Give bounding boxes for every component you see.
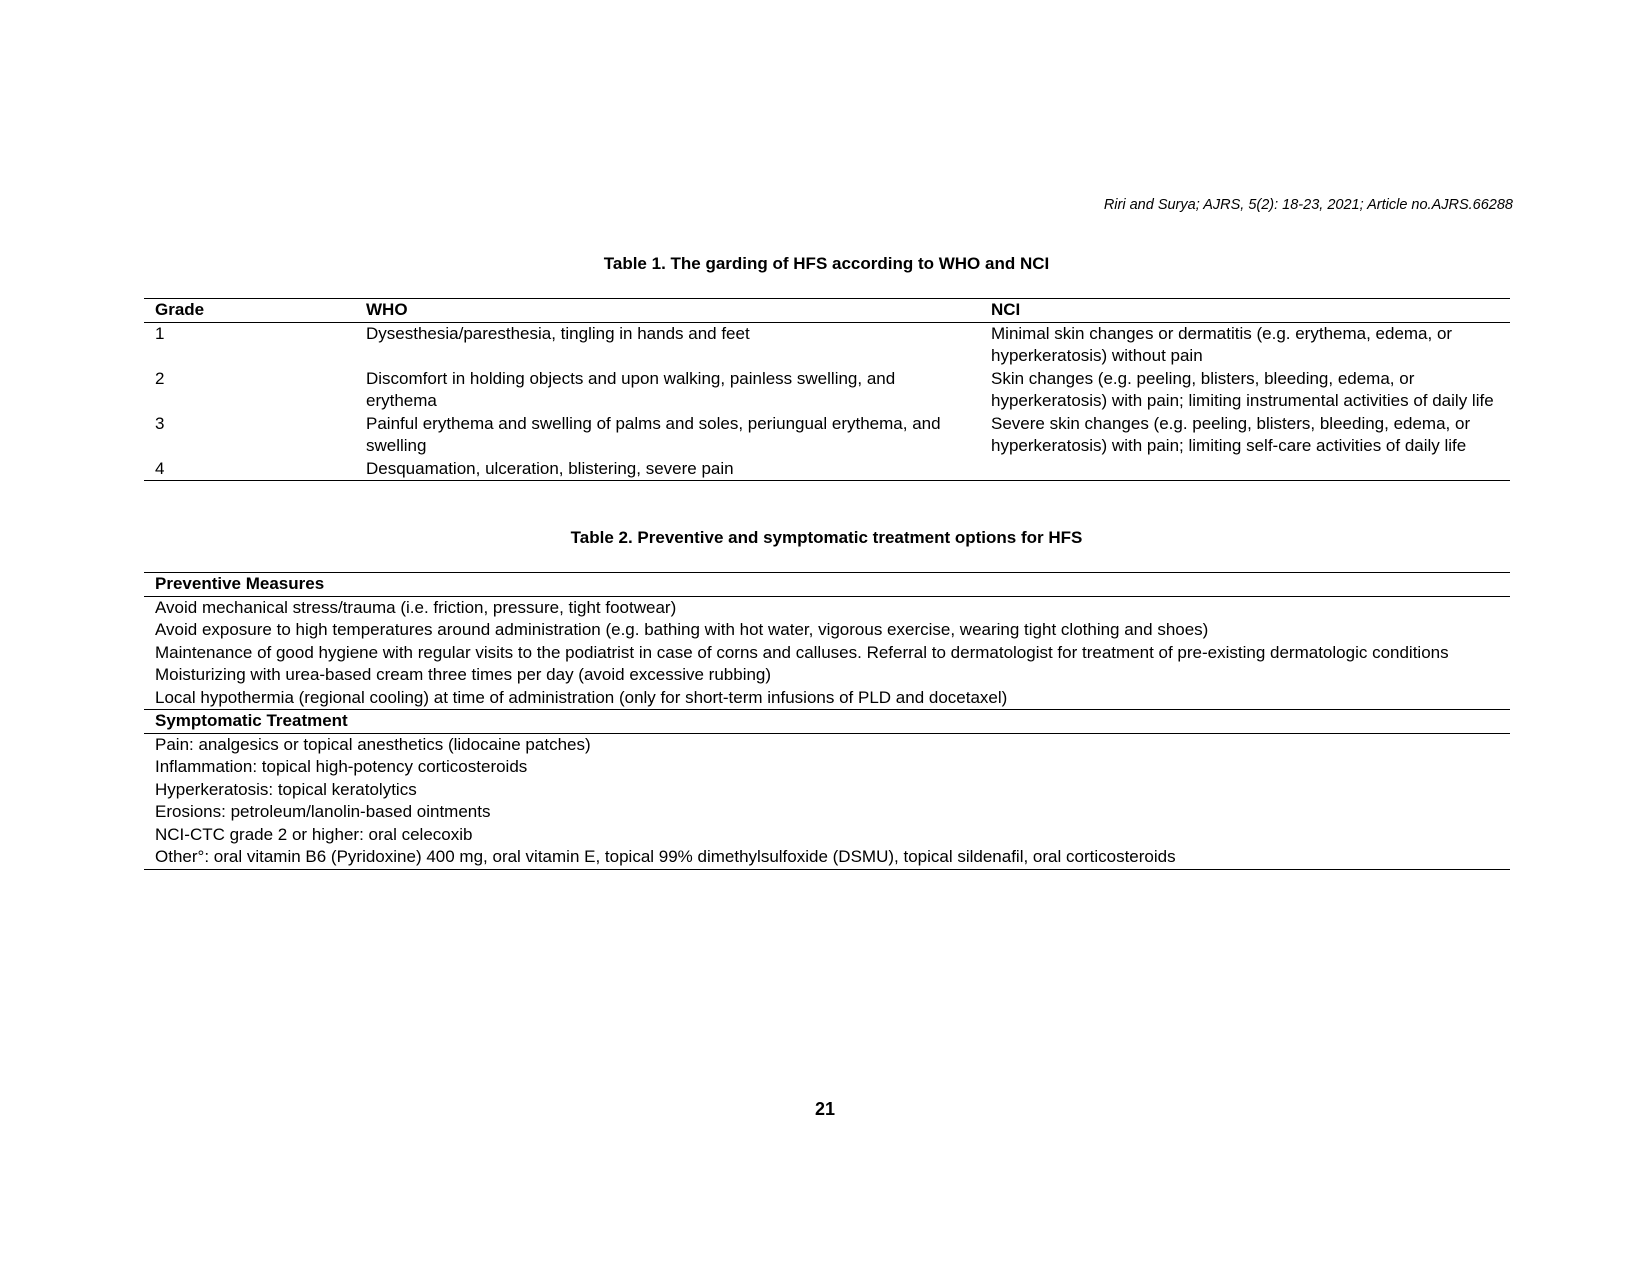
table-row	[144, 642, 1510, 665]
nci-cell: Minimal skin changes or dermatitis (e.g. erythema, edema, or hyperkeratosis) without pain	[991, 323, 1453, 365]
who-cell: Painful erythema and swelling of palms and soles, periungual erythema, and swelling	[366, 413, 941, 455]
grade-cell: 4	[155, 458, 165, 478]
table-row	[144, 322, 1510, 368]
nci-cell	[980, 458, 1510, 481]
who-cell: Dysesthesia/paresthesia, tingling in hands and feet	[366, 323, 750, 343]
table-row	[144, 619, 1510, 642]
symptomatic-item: Other°: oral vitamin B6 (Pyridoxine) 400 mg, oral vitamin E, topical 99% dimethylsulfoxide (DSMU), topical sildenafil, oral corticosteroids	[155, 847, 1176, 866]
table-row	[144, 664, 1510, 687]
table-row	[144, 687, 1510, 710]
grade-cell: 3	[155, 413, 165, 433]
nci-cell: Skin changes (e.g. peeling, blisters, bleeding, edema, or hyperkeratosis) with pain; limiting instrumental activities of daily life	[991, 368, 1494, 410]
table-row	[144, 458, 1510, 481]
table2-caption: Table 2. Preventive and symptomatic treatment options for HFS	[570, 528, 1083, 547]
nci-cell: Severe skin changes (e.g. peeling, blisters, bleeding, edema, or hyperkeratosis) with pain; limiting self-care activities of daily life	[991, 413, 1471, 455]
column-header-grade: Grade	[144, 299, 355, 323]
section-header-row	[144, 573, 1510, 597]
preventive-item: Avoid exposure to high temperatures around administration (e.g. bathing with hot water, vigorous exercise, wearing tight clothing and shoes)	[155, 620, 1209, 639]
column-header-who: WHO	[355, 299, 980, 323]
table1-caption: Table 1. The garding of HFS according to WHO and NCI	[603, 254, 1050, 273]
symptomatic-item: NCI-CTC grade 2 or higher: oral celecoxib	[155, 824, 473, 844]
table-row	[144, 846, 1510, 869]
table-header-row	[144, 299, 1510, 323]
preventive-item: Avoid mechanical stress/trauma (i.e. friction, pressure, tight footwear)	[155, 597, 677, 617]
preventive-measures-heading: Preventive Measures	[144, 573, 1510, 597]
grade-cell: 2	[155, 368, 165, 388]
symptomatic-item: Inflammation: topical high-potency corticosteroids	[155, 757, 528, 776]
hfs-treatment-table	[144, 572, 1510, 870]
table-row	[144, 824, 1510, 847]
symptomatic-item: Pain: analgesics or topical anesthetics (lidocaine patches)	[155, 734, 591, 754]
who-cell: Discomfort in holding objects and upon walking, painless swelling, and erythema	[366, 368, 896, 410]
who-cell: Desquamation, ulceration, blistering, severe pain	[366, 458, 734, 478]
table-row	[144, 368, 1510, 413]
grade-cell: 1	[155, 323, 165, 343]
table-row	[144, 779, 1510, 802]
column-header-nci: NCI	[980, 299, 1510, 323]
preventive-item: Maintenance of good hygiene with regular visits to the podiatrist in case of corns and calluses. Referral to dermatologist for treatment of pre-existing dermatologic conditions	[155, 642, 1449, 662]
symptomatic-item: Erosions: petroleum/lanolin-based ointments	[155, 802, 491, 821]
preventive-item: Local hypothermia (regional cooling) at time of administration (only for short-term infusions of PLD and docetaxel)	[155, 687, 1008, 707]
table-row	[144, 756, 1510, 779]
section-header-row	[144, 710, 1510, 734]
hfs-grading-table	[144, 298, 1510, 481]
table-row	[144, 733, 1510, 756]
table-row	[144, 801, 1510, 824]
symptomatic-treatment-heading: Symptomatic Treatment	[144, 710, 1510, 734]
table-row	[144, 413, 1510, 458]
preventive-item: Moisturizing with urea-based cream three times per day (avoid excessive rubbing)	[155, 665, 772, 684]
page-number: 21	[814, 1099, 836, 1119]
running-header: Riri and Surya; AJRS, 5(2): 18-23, 2021; Article no.AJRS.66288	[1103, 197, 1513, 213]
symptomatic-item: Hyperkeratosis: topical keratolytics	[155, 779, 417, 799]
table-row	[144, 596, 1510, 619]
